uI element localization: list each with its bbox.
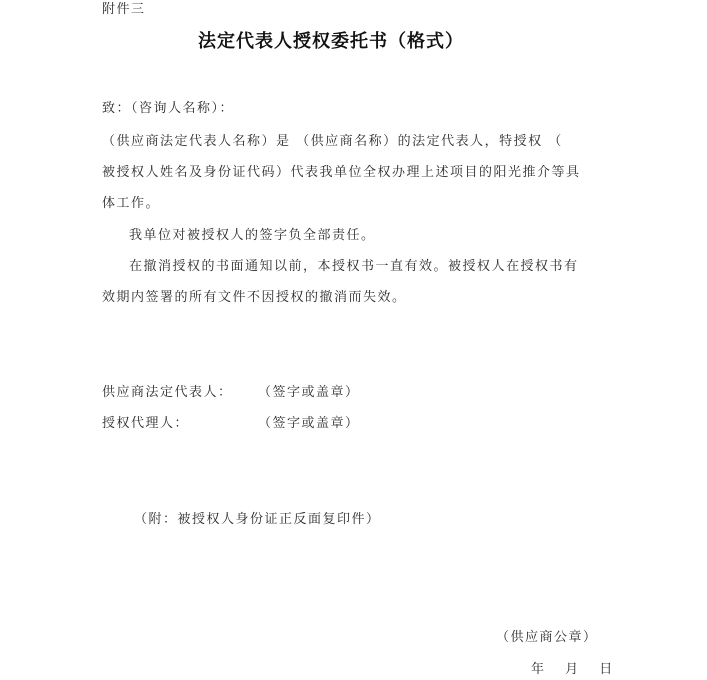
addressee-line: 致：（咨询人名称）：: [102, 101, 235, 116]
company-seal: （供应商公章）: [496, 630, 598, 645]
date-line: 年 月 日: [531, 662, 614, 677]
agent-sign-hint: （签字或盖章）: [258, 416, 360, 431]
paragraph-3-line-1: 在撤消授权的书面通知以前，本授权书一直有效。被授权人在授权书有: [129, 259, 579, 274]
paragraph-1-line-3: 体工作。: [102, 196, 161, 211]
paragraph-3-line-2: 效期内签署的所有文件不因授权的撤消而失效。: [102, 290, 407, 305]
paragraph-1-line-2: 被授权人姓名及身份证代码）代表我单位全权办理上述项目的阳光推介等具: [102, 165, 581, 180]
paragraph-1-line-1: （供应商法定代表人名称）是 （供应商名称）的法定代表人，特授权 （: [102, 134, 563, 149]
legal-rep-sign-hint: （签字或盖章）: [258, 385, 360, 400]
paragraph-2: 我单位对被授权人的签字负全部责任。: [129, 228, 376, 243]
agent-label: 授权代理人：: [102, 416, 190, 431]
document-title: 法定代表人授权委托书（格式）: [198, 31, 464, 52]
legal-rep-label: 供应商法定代表人：: [102, 385, 233, 400]
attachment-label: 附件三: [102, 2, 146, 17]
attachment-note: （附：被授权人身份证正反面复印件）: [134, 512, 381, 527]
